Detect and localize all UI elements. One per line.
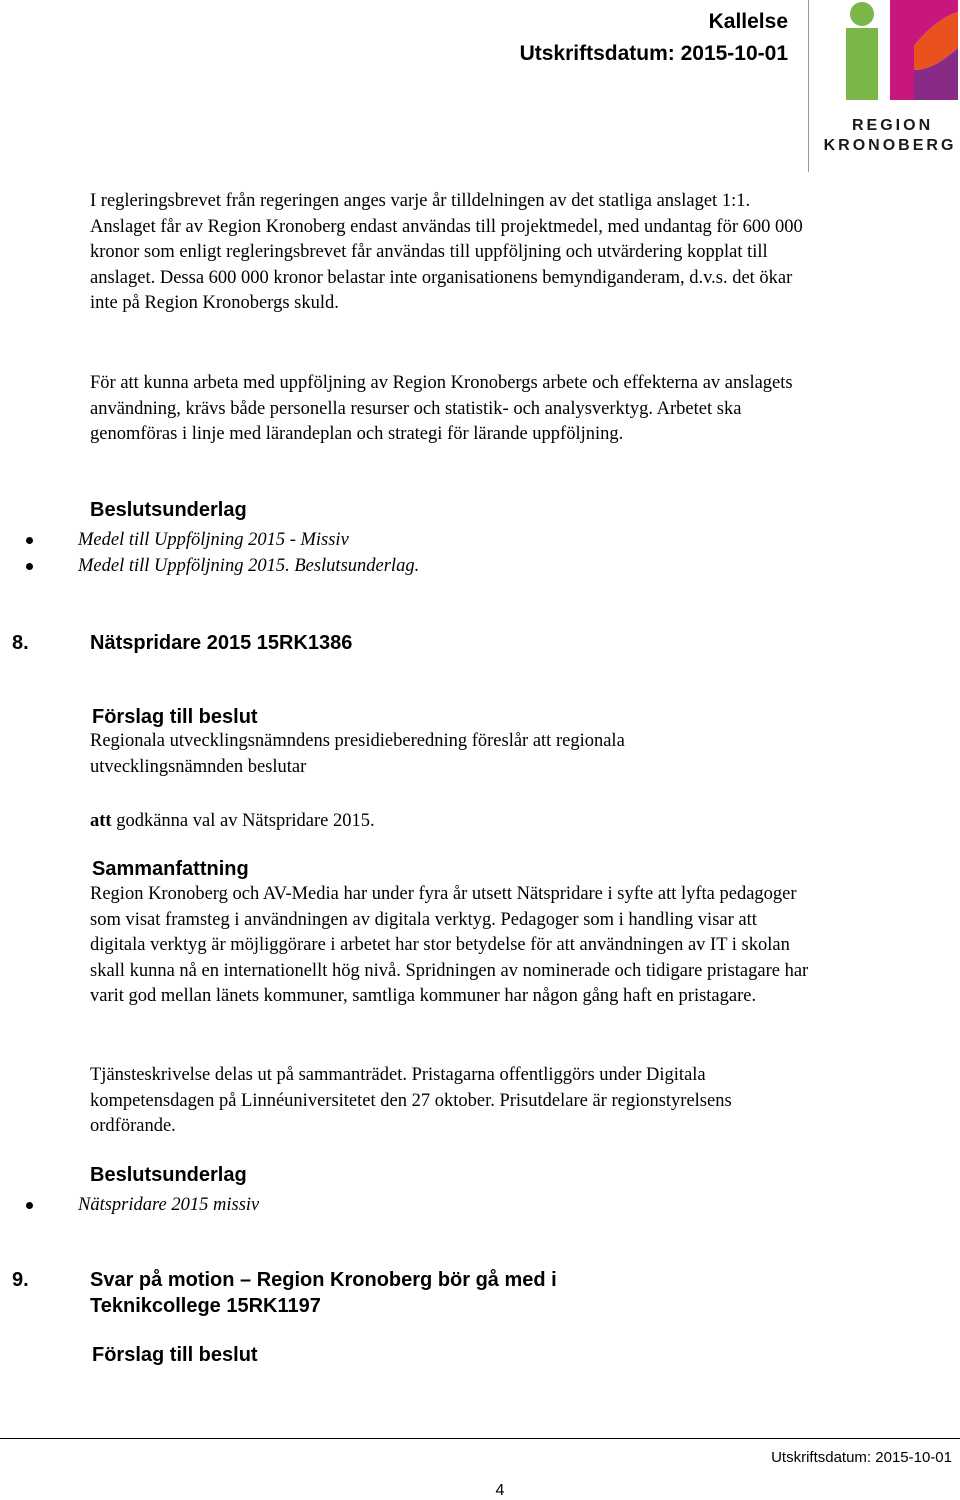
bullet-icon bbox=[26, 563, 33, 570]
heading-beslutsunderlag: Beslutsunderlag bbox=[90, 499, 247, 521]
heading-beslutsunderlag-2: Beslutsunderlag bbox=[90, 1164, 247, 1186]
footer-divider bbox=[0, 1438, 960, 1439]
beslutsunderlag-list bbox=[78, 527, 778, 579]
list-item[interactable] bbox=[78, 553, 778, 579]
att-text: godkänna val av Nätspridare 2015. bbox=[111, 811, 375, 831]
list-item-label: Medel till Uppföljning 2015 - Missiv bbox=[78, 530, 349, 550]
heading-sammanfattning: Sammanfattning bbox=[92, 858, 249, 880]
bullet-icon bbox=[26, 1202, 33, 1209]
region-kronoberg-logo bbox=[820, 0, 960, 160]
paragraph-anslag: I regleringsbrevet från regeringen anges varje år tilldelningen av det statliga anslaget 1:1. Anslaget får av Region Kronoberg endast användas till projektmedel, med undantag för 600 000 kronor som enligt regleringsbrevet får användas till uppföljning och utvärdering kopplat till anslaget. Dessa 600 000 kronor belastar inte organisationens bemyndiganderam, d.v.s. det ökar inte på Region Kronobergs skuld. bbox=[90, 191, 803, 314]
att-keyword: att bbox=[90, 811, 112, 831]
item-title-line1: Svar på motion – Region Kronoberg bör gå med i bbox=[90, 1269, 557, 1291]
item-title-line2: Teknikcollege 15RK1197 bbox=[90, 1295, 321, 1317]
item-number: 8. bbox=[12, 632, 29, 654]
document-type-title: Kallelse bbox=[708, 10, 788, 33]
list-item[interactable] bbox=[78, 1192, 778, 1218]
logo-text bbox=[820, 116, 960, 156]
heading-forslag-till-beslut-2: Förslag till beslut bbox=[92, 1344, 258, 1366]
heading-forslag-till-beslut: Förslag till beslut bbox=[92, 706, 258, 728]
page-number: 4 bbox=[495, 1482, 505, 1499]
logo-line-region: REGION bbox=[852, 117, 934, 134]
header-divider bbox=[808, 0, 809, 172]
document-header bbox=[520, 6, 788, 70]
logo-line-kronoberg: KRONOBERG bbox=[823, 137, 957, 154]
paragraph-sammanfattning-1: Region Kronoberg och AV-Media har under fyra år utsett Nätspridare i syfte att lyfta pedagoger som visat framsteg i användningen av digitala verktyg. Pedagoger som i handling visar att digitala verktyg är möjliggörare i arbetet har stor betydelse för att användningen av IT i skolan skall kunna nå en internationellt hög nivå. Spridningen av nominerade och tidigare pristagare har varit god mellan länets kommuner, samtliga kommuner har någon gång haft en pristagare. bbox=[90, 884, 809, 1007]
list-item[interactable] bbox=[78, 527, 778, 553]
list-item-label: Nätspridare 2015 missiv bbox=[78, 1195, 260, 1215]
logo-mark-icon bbox=[846, 0, 958, 100]
bullet-icon bbox=[26, 537, 33, 544]
item-number: 9. bbox=[12, 1269, 29, 1291]
list-item-label: Medel till Uppföljning 2015. Beslutsunderlag. bbox=[78, 556, 420, 576]
paragraph-att bbox=[90, 809, 375, 835]
print-date: Utskriftsdatum: 2015-10-01 bbox=[519, 42, 788, 65]
paragraph-sammanfattning-2: Tjänsteskrivelse delas ut på sammanträdet. Pristagarna offentliggörs under Digitala kompetensdagen på Linnéuniversitetet den 27 oktober. Prisutdelare är regionstyrelsens ordförande. bbox=[90, 1065, 732, 1137]
item-title: Nätspridare 2015 15RK1386 bbox=[90, 632, 353, 654]
paragraph-uppfoljning: För att kunna arbeta med uppföljning av Region Kronobergs arbete och effekterna av anslagets användning, krävs både personella resurser och statistik- och analysverktyg. Arbetet ska genomföras i linje med lärandeplan och strategi för lärande uppföljning. bbox=[90, 373, 793, 445]
footer-print-date: Utskriftsdatum: 2015-10-01 bbox=[771, 1449, 952, 1466]
paragraph-forslag: Regionala utvecklingsnämndens presidieberedning föreslår att regionala utvecklingsnämnden beslutar bbox=[90, 731, 625, 777]
beslutsunderlag-list-2 bbox=[78, 1192, 778, 1218]
